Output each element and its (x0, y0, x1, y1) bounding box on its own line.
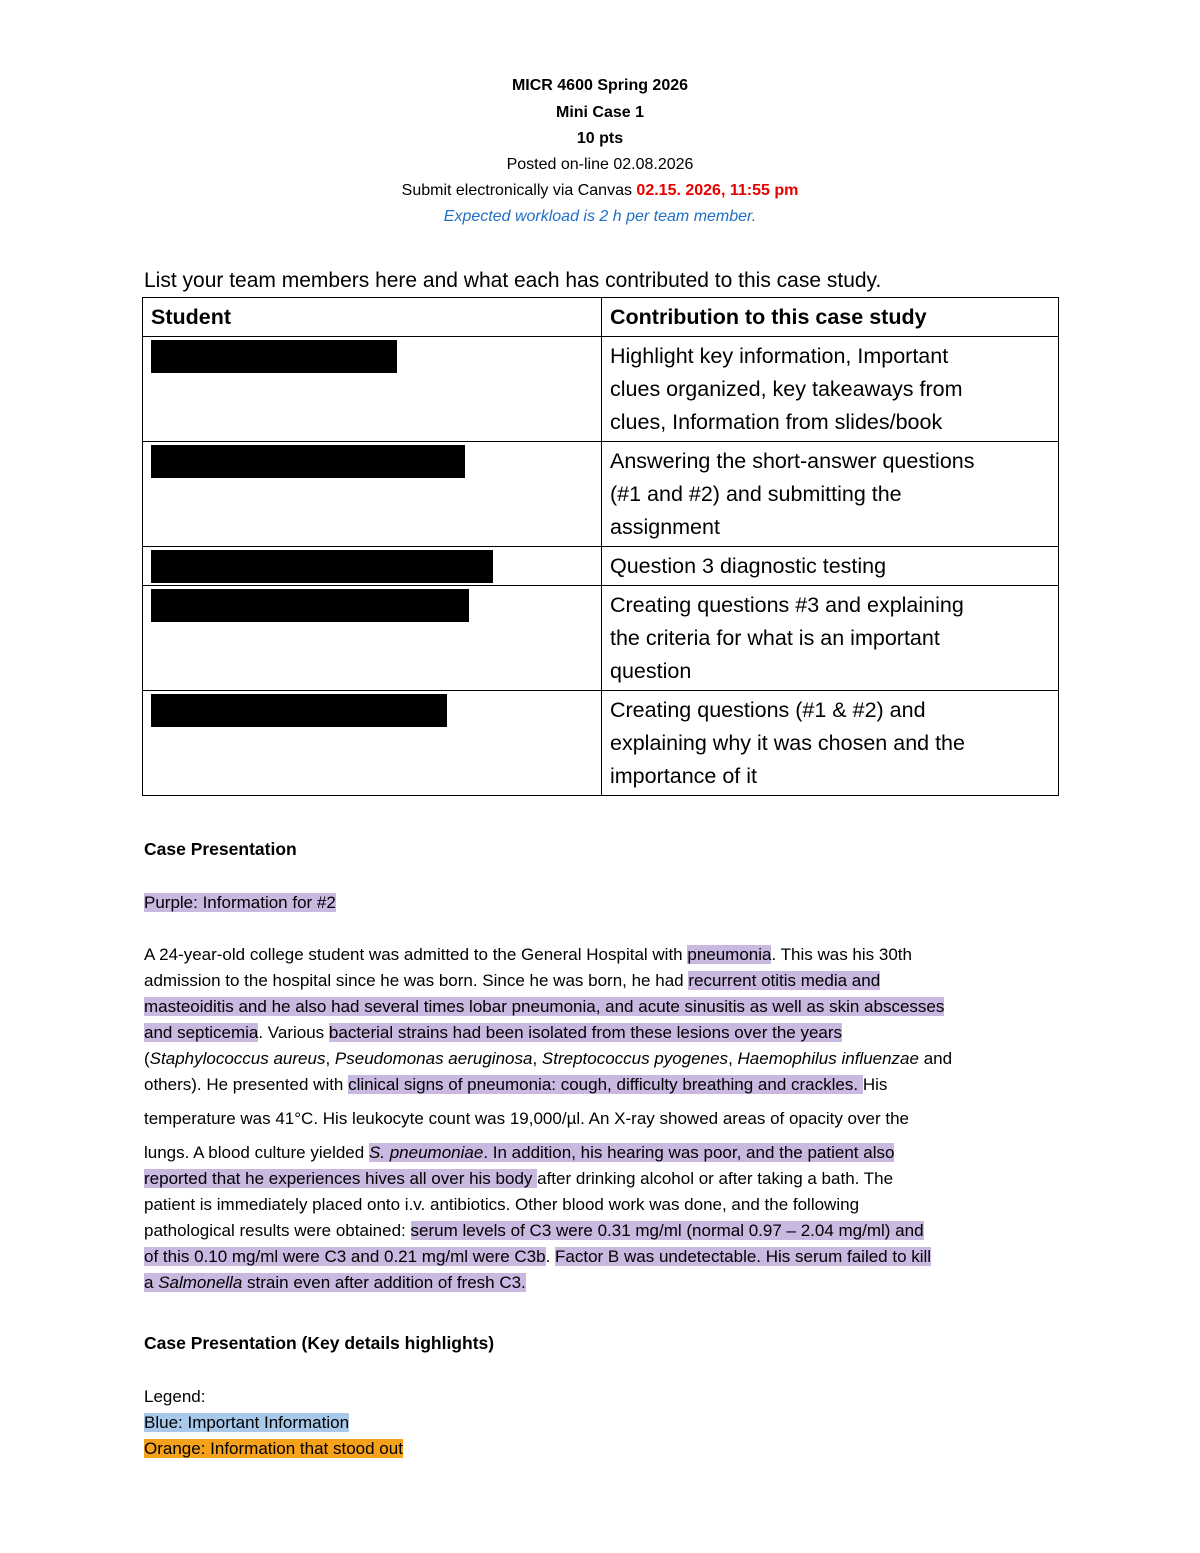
legend-label: Legend: (144, 1387, 206, 1406)
redacted-name (151, 340, 397, 373)
paragraph-line: patient is immediately placed onto i.v. antibiotics. Other blood work was done, and the following (144, 1195, 860, 1214)
submit-line (0, 181, 1200, 201)
student-cell (143, 442, 602, 547)
table-header-row (143, 298, 1059, 337)
contribution-line: Creating questions #3 and explaining (610, 593, 964, 617)
redacted-name (151, 589, 469, 622)
contribution-cell (602, 442, 1059, 547)
orange-legend: Orange: Information that stood out (144, 1439, 403, 1458)
due-date: 02.15. 2026, 11:55 pm (636, 182, 799, 199)
paragraph-line: masteoiditis and he also had several times lobar pneumonia, and acute sinusitis as well as skin abscesses (144, 997, 945, 1016)
student-cell (143, 691, 602, 796)
contribution-line: clues organized, key takeaways from (610, 377, 963, 401)
paragraph-line: others). He presented with clinical signs of pneumonia: cough, difficulty breathing and crackles. His (144, 1075, 888, 1094)
paragraph-line: pathological results were obtained: serum levels of C3 were 0.31 mg/ml (normal 0.97 – 2.04 mg/ml) and (144, 1221, 924, 1240)
paragraph-line: a Salmonella strain even after addition of fresh C3. (144, 1273, 526, 1292)
table-row (143, 586, 1059, 691)
paragraph-line: A 24-year-old college student was admitted to the General Hospital with pneumonia. This was his 30th (144, 945, 912, 964)
contribution-line: clues, Information from slides/book (610, 410, 943, 434)
purple-legend (144, 890, 1064, 916)
legend-block (144, 1384, 1064, 1462)
contribution-cell (602, 337, 1059, 442)
contribution-cell (602, 691, 1059, 796)
paragraph-line: reported that he experiences hives all over his body after drinking alcohol or after taking a bath. The (144, 1169, 894, 1188)
contribution-line: importance of it (610, 764, 757, 788)
redacted-name (151, 445, 465, 478)
redacted-name (151, 550, 493, 583)
table-row (143, 337, 1059, 442)
posted-date: Posted on-line 02.08.2026 (506, 156, 694, 173)
table-row (143, 691, 1059, 796)
case-paragraph (144, 942, 1064, 1296)
contribution-header: Contribution to this case study (602, 298, 1059, 337)
paragraph-line: (Staphylococcus aureus, Pseudomonas aeruginosa, Streptococcus pyogenes, Haemophilus influenzae and (144, 1049, 953, 1068)
paragraph-line: temperature was 41°C. His leukocyte count was 19,000/µl. An X-ray showed areas of opacity over the (144, 1109, 909, 1128)
course-title: MICR 4600 Spring 2026 (511, 77, 689, 94)
student-cell (143, 337, 602, 442)
contribution-line: assignment (610, 515, 720, 539)
blue-legend: Blue: Important Information (144, 1413, 350, 1432)
paragraph-line: admission to the hospital since he was born. Since he was born, he had recurrent otitis media and (144, 971, 881, 990)
contribution-cell (602, 586, 1059, 691)
table-row (143, 442, 1059, 547)
contribution-line: Creating questions (#1 & #2) and (610, 698, 926, 722)
student-header: Student (143, 298, 602, 337)
paragraph-line: and septicemia. Various bacterial strains had been isolated from these lesions over the years (144, 1023, 843, 1042)
key-details-heading: Case Presentation (Key details highlights) (144, 1333, 495, 1353)
submit-prefix: Submit electronically via Canvas (401, 182, 637, 199)
purple-legend-text: Purple: Information for #2 (144, 893, 336, 912)
contribution-line: (#1 and #2) and submitting the (610, 482, 902, 506)
redacted-name (151, 694, 447, 727)
paragraph-line: of this 0.10 mg/ml were C3 and 0.21 mg/ml were C3b. Factor B was undetectable. His serum failed to kill (144, 1247, 932, 1266)
contribution-line: Answering the short-answer questions (610, 449, 975, 473)
contribution-line: the criteria for what is an important (610, 626, 940, 650)
contribution-cell (602, 547, 1059, 586)
contribution-line: Question 3 diagnostic testing (610, 554, 887, 578)
student-cell (143, 586, 602, 691)
points: 10 pts (576, 130, 624, 147)
case-heading: Case Presentation (144, 839, 297, 859)
workload-note: Expected workload is 2 h per team member. (443, 208, 757, 225)
assignment-title: Mini Case 1 (555, 104, 645, 121)
contribution-line: Highlight key information, Important (610, 344, 949, 368)
team-intro: List your team members here and what each has contributed to this case study. (144, 269, 882, 292)
contribution-line: explaining why it was chosen and the (610, 731, 965, 755)
student-cell (143, 547, 602, 586)
contribution-line: question (610, 659, 692, 683)
paragraph-line: lungs. A blood culture yielded S. pneumoniae. In addition, his hearing was poor, and the patient also (144, 1143, 895, 1162)
table-row (143, 547, 1059, 586)
team-table (142, 297, 1059, 796)
